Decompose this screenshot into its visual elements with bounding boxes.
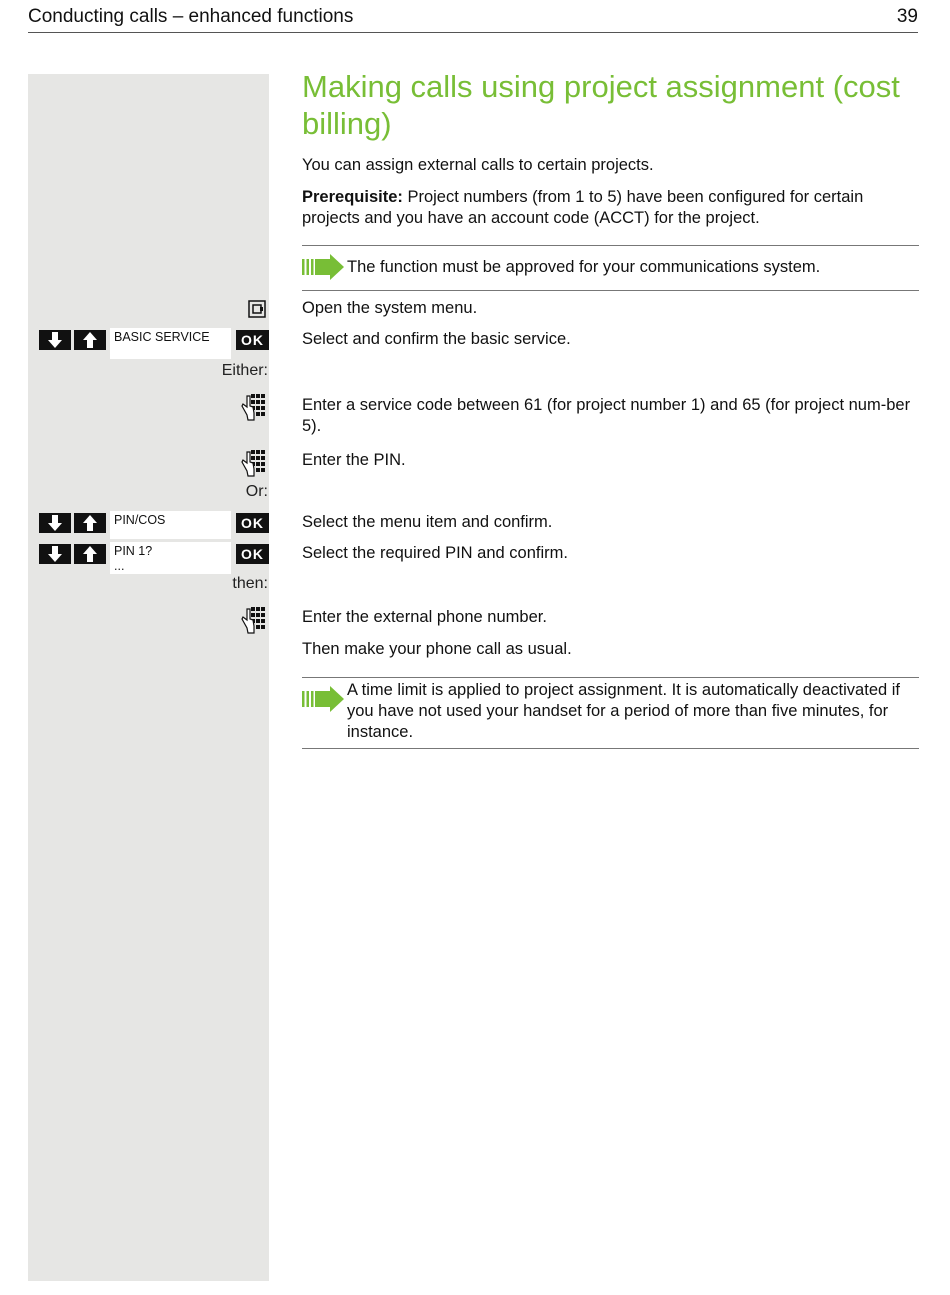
note-arrow-icon xyxy=(302,686,344,712)
step-enter-number: Enter the external phone number. xyxy=(302,608,547,626)
down-arrow-key-icon xyxy=(48,332,62,348)
display-pin-cos xyxy=(110,511,231,539)
section-title: Conducting calls – enhanced functions xyxy=(28,6,354,27)
step-select-item: Select the menu item and confirm. xyxy=(302,513,553,531)
page-header xyxy=(28,6,918,33)
note-box xyxy=(302,245,919,291)
ok-button[interactable]: OK xyxy=(236,544,269,564)
up-arrow-key-icon xyxy=(83,515,97,531)
keypad-icon xyxy=(241,393,267,423)
prerequisite-body: Project numbers (from 1 to 5) have been configured for certain projects and you have an account code (ACCT) for the project. xyxy=(302,188,864,227)
display-text: PIN/COS xyxy=(114,513,166,527)
page-number: 39 xyxy=(896,6,918,27)
down-arrow-key-icon xyxy=(48,515,62,531)
label-either: Either: xyxy=(221,362,268,379)
up-key[interactable] xyxy=(74,544,106,564)
display-text: PIN 1? xyxy=(114,544,153,558)
up-key[interactable] xyxy=(74,513,106,533)
ok-button[interactable]: OK xyxy=(236,513,269,533)
prerequisite-text xyxy=(302,187,919,229)
note-text: A time limit is applied to project assignment. It is automatically deactivated if you have not used your handset for a period of more than five minutes, for instance. xyxy=(347,681,900,741)
display-basic-service xyxy=(110,328,231,359)
step-open-menu: Open the system menu. xyxy=(302,299,478,317)
step-select-service: Select and confirm the basic service. xyxy=(302,330,571,348)
step-enter-pin: Enter the PIN. xyxy=(302,451,406,469)
display-pin-1 xyxy=(110,542,231,574)
down-key[interactable] xyxy=(39,513,71,533)
sidebar-panel xyxy=(28,74,269,1281)
down-arrow-key-icon xyxy=(48,546,62,562)
up-arrow-key-icon xyxy=(83,546,97,562)
keypad-icon xyxy=(241,606,267,636)
step-enter-code: Enter a service code between 61 (for project number 1) and 65 (for project num-ber 5). xyxy=(302,396,911,435)
up-key[interactable] xyxy=(74,330,106,350)
label-then: then: xyxy=(232,575,268,592)
note-arrow-icon xyxy=(302,254,344,280)
display-more: ... xyxy=(114,559,125,573)
label-or: Or: xyxy=(245,483,268,500)
step-make-call: Then make your phone call as usual. xyxy=(302,640,572,658)
note-text: The function must be approved for your communications system. xyxy=(347,258,821,276)
step-select-pin: Select the required PIN and confirm. xyxy=(302,544,568,562)
keypad-icon xyxy=(241,449,267,479)
prerequisite-label: Prerequisite: xyxy=(302,188,403,206)
ok-button[interactable]: OK xyxy=(236,330,269,350)
display-text: BASIC SERVICE xyxy=(114,330,210,344)
page-title: Making calls using project assignment (cost billing) xyxy=(302,69,900,141)
up-arrow-key-icon xyxy=(83,332,97,348)
intro-text: You can assign external calls to certain projects. xyxy=(302,156,654,174)
note-box xyxy=(302,677,919,749)
down-key[interactable] xyxy=(39,544,71,564)
down-key[interactable] xyxy=(39,330,71,350)
menu-key-icon xyxy=(248,300,266,318)
